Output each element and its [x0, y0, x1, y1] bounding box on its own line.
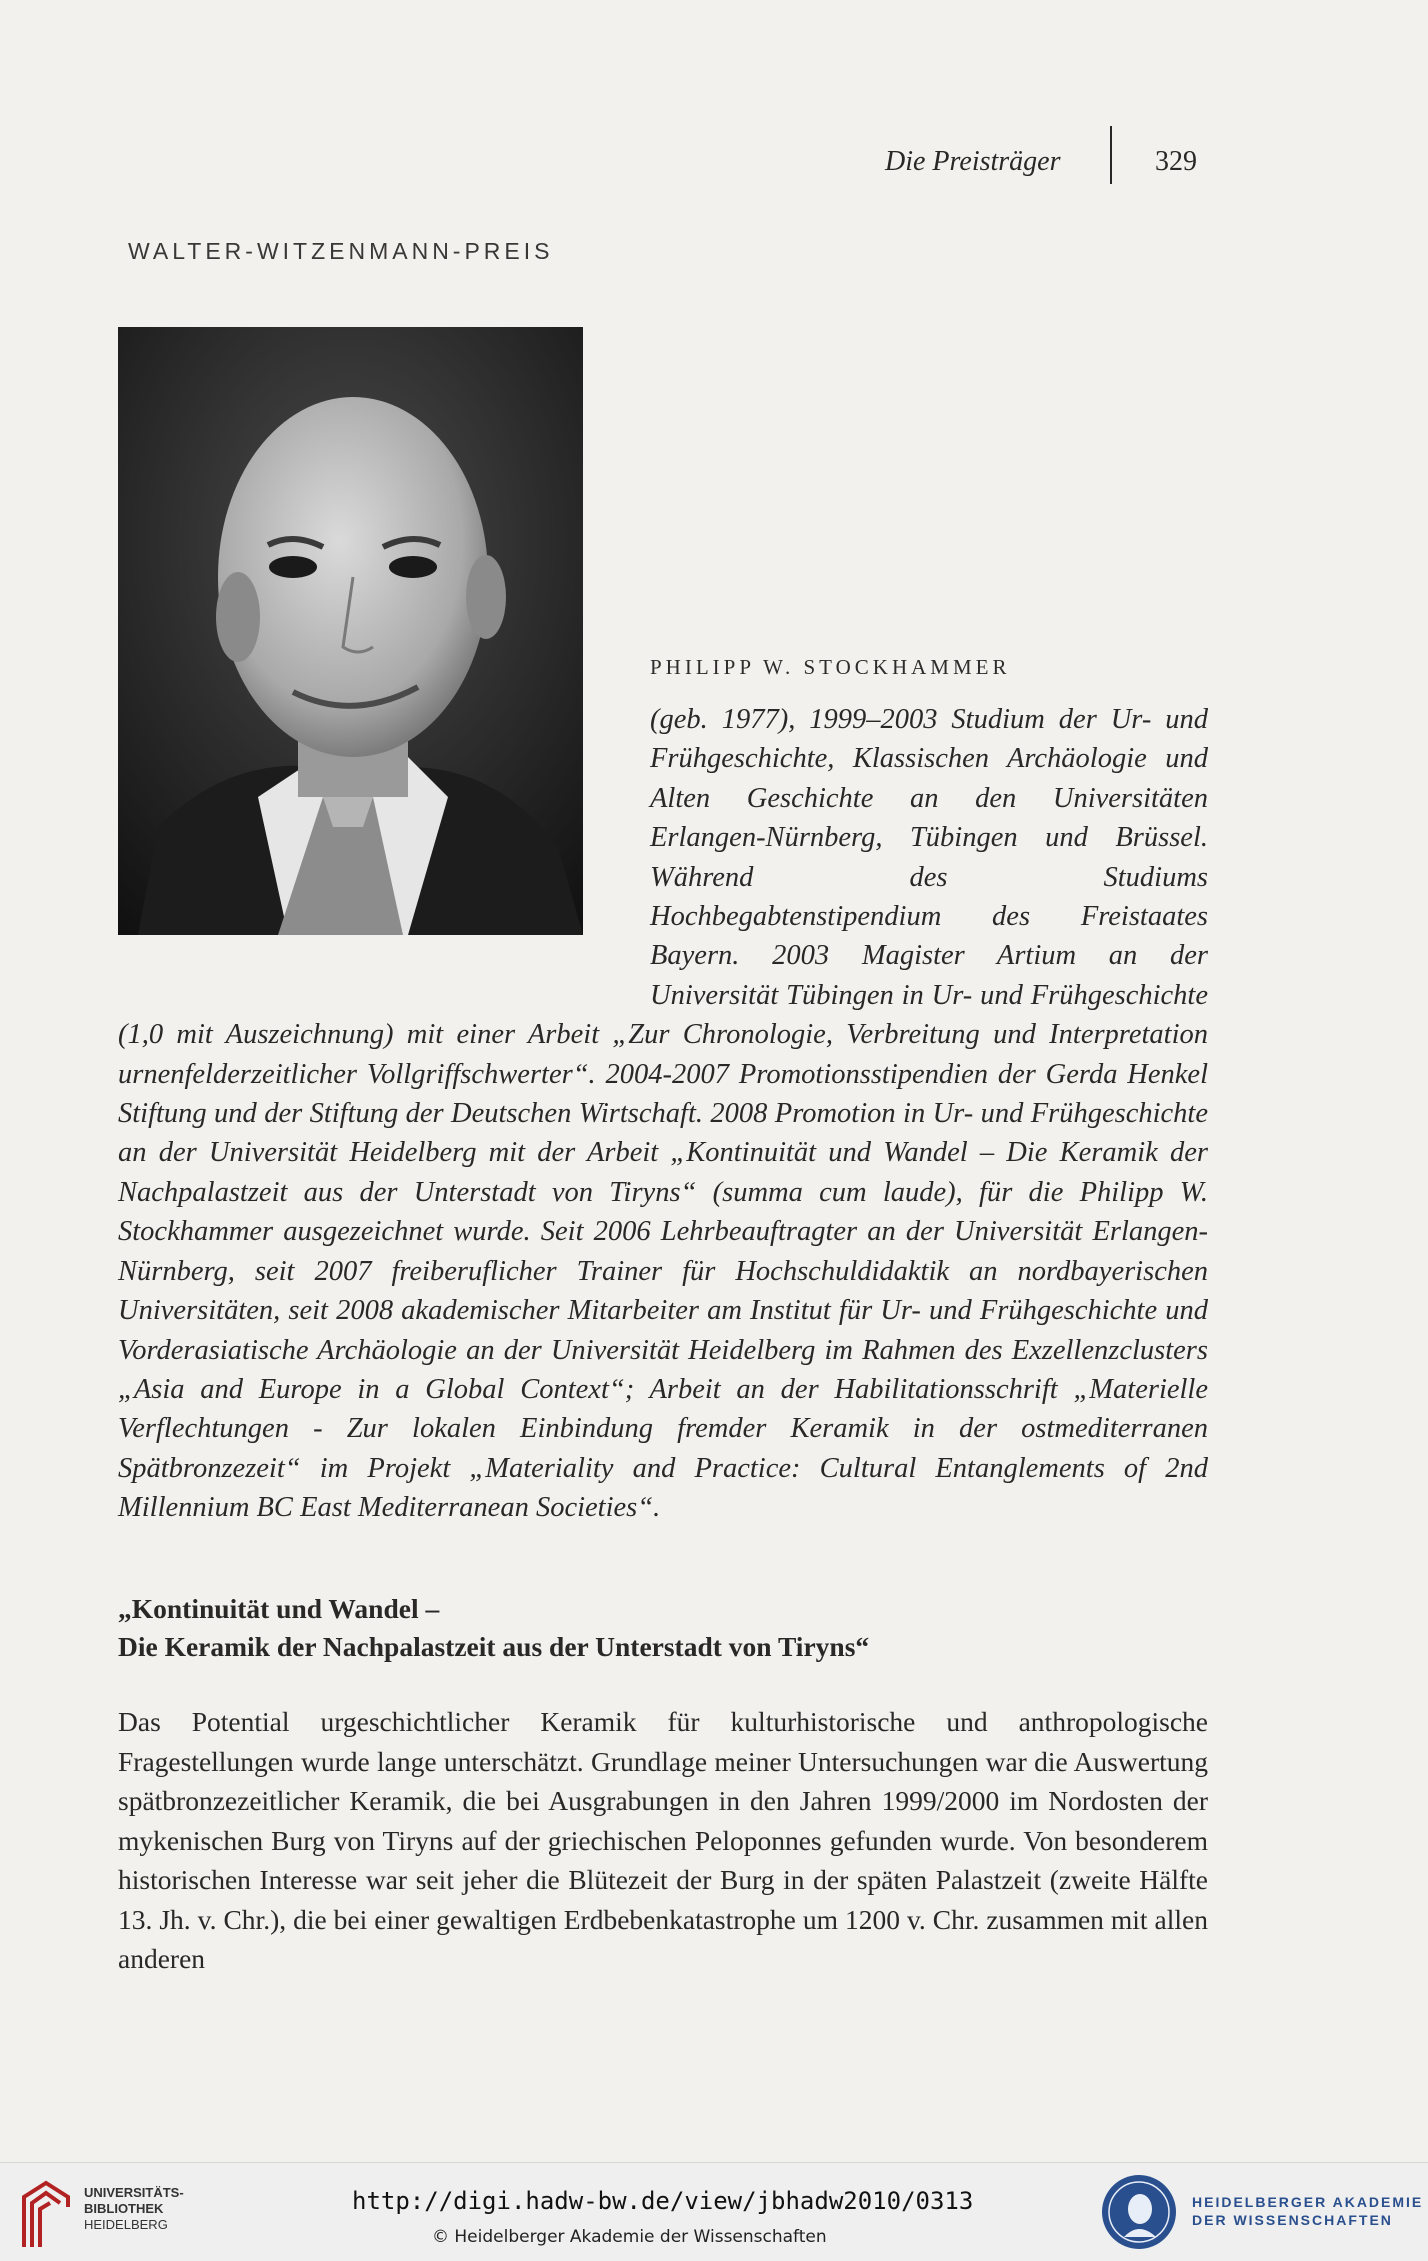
footer-bar [0, 2162, 1428, 2261]
source-url-link[interactable]: http://digi.hadw-bw.de/view/jbhadw2010/0313 [352, 2187, 974, 2215]
university-library-name [84, 2185, 184, 2233]
page-number: 329 [1155, 146, 1197, 177]
library-line-2: BIBLIOTHEK [84, 2201, 164, 2216]
winner-bio-text: (geb. 1977), 1999–2003 Studium der Ur- und Frühgeschichte, Klassischen Archäologie und Alten Geschichte an den Universitäten Erlangen-Nürnberg, Tübingen und Brüssel. Während des Studiums Hochbegabtenstipendium des Freistaates Bayern. 2003 Magister Artium an der Universität Tübingen in Ur- und Frühgeschichte (1,0 mit Auszeichnung) mit einer Arbeit „Zur Chronologie, Verbreitung und Interpretation urnenfelderzeitlicher Vollgriffschwerter“. 2004-2007 Promotionsstipendien der Gerda Henkel Stiftung und der Stiftung der Deutschen Wirtschaft. 2008 Promotion in Ur- und Frühgeschichte an der Universität Heidelberg mit der Arbeit „Kontinuität und Wandel – Die Keramik der Nachpalastzeit aus der Unterstadt von Tiryns“ (summa cum laude), für die Philipp W. Stockhammer ausgezeichnet wurde. Seit 2006 Lehrbeauftragter an der Universität Erlangen-Nürnberg, seit 2007 freiberuflicher Trainer für Hochschuldidaktik an nordbayerischen Universitäten, seit 2008 akademischer Mitarbeiter am Institut für Ur- und Frühgeschichte und Vorderasiatische Archäologie an der Universität Heidelberg im Rahmen des Exzellenzclusters „Asia and Europe in a Global Context“; Arbeit an der Habilitationsschrift „Materielle Verflechtungen - Zur lokalen Einbindung fremder Keramik in der ostmediterranen Spätbronzezeit“ im Projekt „Materiality and Practice: Cultural Entanglements of 2nd Millennium BC East Mediterranean Societies“. [118, 704, 1208, 1524]
photo-spacer [118, 700, 650, 976]
winner-bio [118, 700, 1208, 1528]
academy-seal-icon [1100, 2173, 1178, 2251]
running-title: Die Preisträger [885, 146, 1061, 177]
university-library-logo-icon [16, 2177, 76, 2249]
essay-title-line-2: Die Keramik der Nachpalastzeit aus der Unterstadt von Tiryns“ [118, 1631, 870, 1662]
essay-title-line-1: „Kontinuität und Wandel – [118, 1593, 440, 1624]
library-line-1: UNIVERSITÄTS- [84, 2185, 184, 2200]
winner-name: PHILIPP W. STOCKHAMMER [650, 655, 1011, 679]
copyright-notice: © Heidelberger Akademie der Wissenschaften [432, 2227, 827, 2247]
section-title: WALTER-WITZENMANN-PREIS [128, 238, 554, 264]
header-divider [1110, 126, 1112, 184]
academy-name [1192, 2193, 1423, 2229]
essay-title [118, 1590, 869, 1666]
academy-line-1: HEIDELBERGER AKADEMIE [1192, 2194, 1424, 2210]
library-line-3: HEIDELBERG [84, 2217, 168, 2232]
essay-body: Das Potential urgeschichtlicher Keramik für kulturhistorische und anthropologische Fragestellungen wurde lange unterschätzt. Grundlage meiner Untersuchungen war die Auswertung spätbronzezeitlicher Keramik, die bei Ausgrabungen in den Jahren 1999/2000 im Nordosten der mykenischen Burg von Tiryns auf der griechischen Peloponnes gefunden wurde. Von besonderem historischen Interesse war seit jeher die Blütezeit der Burg in der späten Palastzeit (zweite Hälfte 13. Jh. v. Chr.), die bei einer gewaltigen Erdbebenkatastrophe um 1200 v. Chr. zusammen mit allen anderen [118, 1706, 1208, 1974]
running-header [880, 140, 1210, 190]
academy-line-2: DER WISSENSCHAFTEN [1192, 2212, 1393, 2228]
